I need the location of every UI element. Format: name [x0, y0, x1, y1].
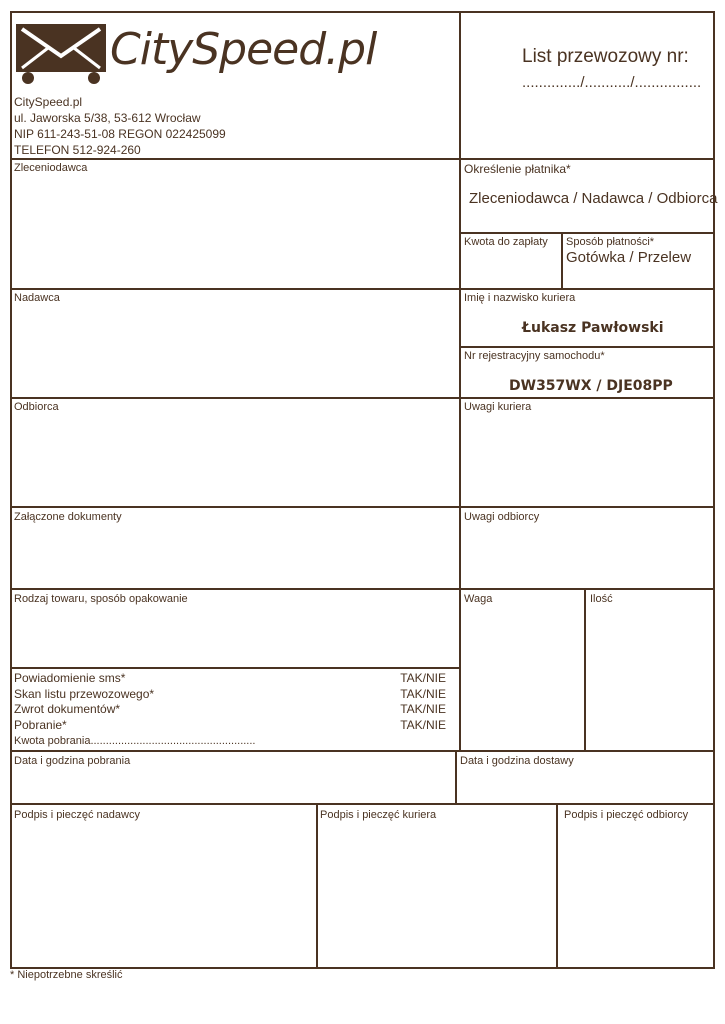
uwagi-odbiorcy-label: Uwagi odbiorcy [464, 511, 540, 523]
frame-top [10, 11, 715, 13]
line-right-7 [459, 588, 715, 590]
uwagi-kuriera-label: Uwagi kuriera [464, 401, 532, 413]
rodzaj-towaru-label: Rodzaj towaru, sposób opakowanie [14, 593, 188, 605]
company-line-2: ul. Jaworska 5/38, 53-612 Wrocław [14, 111, 201, 125]
company-line-4: TELEFON 512-924-260 [14, 143, 141, 157]
nadawca-label: Nadawca [14, 292, 60, 304]
platnik-options[interactable]: Zleceniodawca / Nadawca / Odbiorca [469, 190, 718, 207]
podpis-nadawcy-label: Podpis i pieczęć nadawcy [14, 809, 140, 821]
line-left-6 [10, 667, 461, 669]
option-value[interactable]: TAK/NIE [400, 702, 446, 716]
waybill-title: List przewozowy nr: [522, 46, 689, 67]
divider-weight [584, 588, 586, 752]
line-left-2 [10, 288, 461, 290]
brand-name: CitySpeed.pl [110, 24, 377, 75]
zalaczone-dokumenty-label: Załączone dokumenty [14, 511, 122, 523]
divider-main [459, 11, 461, 752]
option-row-pobranie [14, 718, 446, 734]
company-line-1: CitySpeed.pl [14, 95, 83, 109]
sposob-options[interactable]: Gotówka / Przelew [566, 249, 692, 266]
footnote: * Niepotrzebne skreślić [10, 969, 123, 981]
nr-rejestracyjny-value: DW357WX / DJE08PP [509, 378, 673, 394]
data-dostawy-label: Data i godzina dostawy [460, 755, 574, 767]
logo [14, 20, 377, 86]
divider-sign-2 [556, 803, 558, 969]
line-right-6 [459, 506, 715, 508]
divider-sign-1 [316, 803, 318, 969]
line-left-3 [10, 397, 461, 399]
waybill-number-field[interactable]: ............../.........../................ [522, 74, 702, 91]
line-left-4 [10, 506, 461, 508]
line-right-2 [459, 232, 715, 234]
frame-right [713, 11, 715, 969]
option-label: Skan listu przewozowego* [14, 687, 155, 701]
nr-rejestracyjny-label: Nr rejestracyjny samochodu* [464, 350, 605, 362]
option-row-sms [14, 671, 446, 687]
kurier-name: Łukasz Pawłowski [522, 320, 664, 336]
option-value[interactable]: TAK/NIE [400, 718, 446, 732]
divider-payment [561, 232, 563, 290]
line-right-5 [459, 397, 715, 399]
podpis-kuriera-label: Podpis i pieczęć kuriera [320, 809, 437, 821]
option-value[interactable]: TAK/NIE [400, 687, 446, 701]
imie-kuriera-label: Imię i nazwisko kuriera [464, 292, 576, 304]
line-right-1 [459, 158, 715, 160]
option-value[interactable]: TAK/NIE [400, 671, 446, 685]
okreslenie-platnika-label: Określenie płatnika* [464, 162, 571, 176]
option-row-zwrot [14, 702, 446, 718]
podpis-odbiorcy-label: Podpis i pieczęć odbiorcy [564, 809, 689, 821]
line-right-3 [459, 288, 715, 290]
divider-dates [455, 750, 457, 805]
line-full-2 [10, 803, 715, 805]
option-row-skan [14, 687, 446, 703]
envelope-truck-logo-icon [14, 20, 110, 86]
line-left-5 [10, 588, 461, 590]
line-full-1 [10, 750, 715, 752]
option-label: Powiadomienie sms* [14, 671, 126, 685]
company-line-3: NIP 611-243-51-08 REGON 022425099 [14, 127, 226, 141]
frame-left [10, 11, 12, 969]
zleceniodawca-label: Zleceniodawca [14, 162, 88, 174]
kwota-pobrania-field[interactable]: Kwota pobrania...................................................... [14, 735, 256, 747]
option-label: Zwrot dokumentów* [14, 702, 121, 716]
sposob-platnosci-label: Sposób płatności* [566, 236, 655, 248]
line-left-1 [10, 158, 461, 160]
option-label: Pobranie* [14, 718, 67, 732]
waga-label: Waga [464, 593, 493, 605]
line-right-4 [459, 346, 715, 348]
data-pobrania-label: Data i godzina pobrania [14, 755, 131, 767]
kwota-do-zaplaty-label: Kwota do zapłaty [464, 236, 548, 248]
odbiorca-label: Odbiorca [14, 401, 59, 413]
ilosc-label: Ilość [590, 593, 613, 605]
